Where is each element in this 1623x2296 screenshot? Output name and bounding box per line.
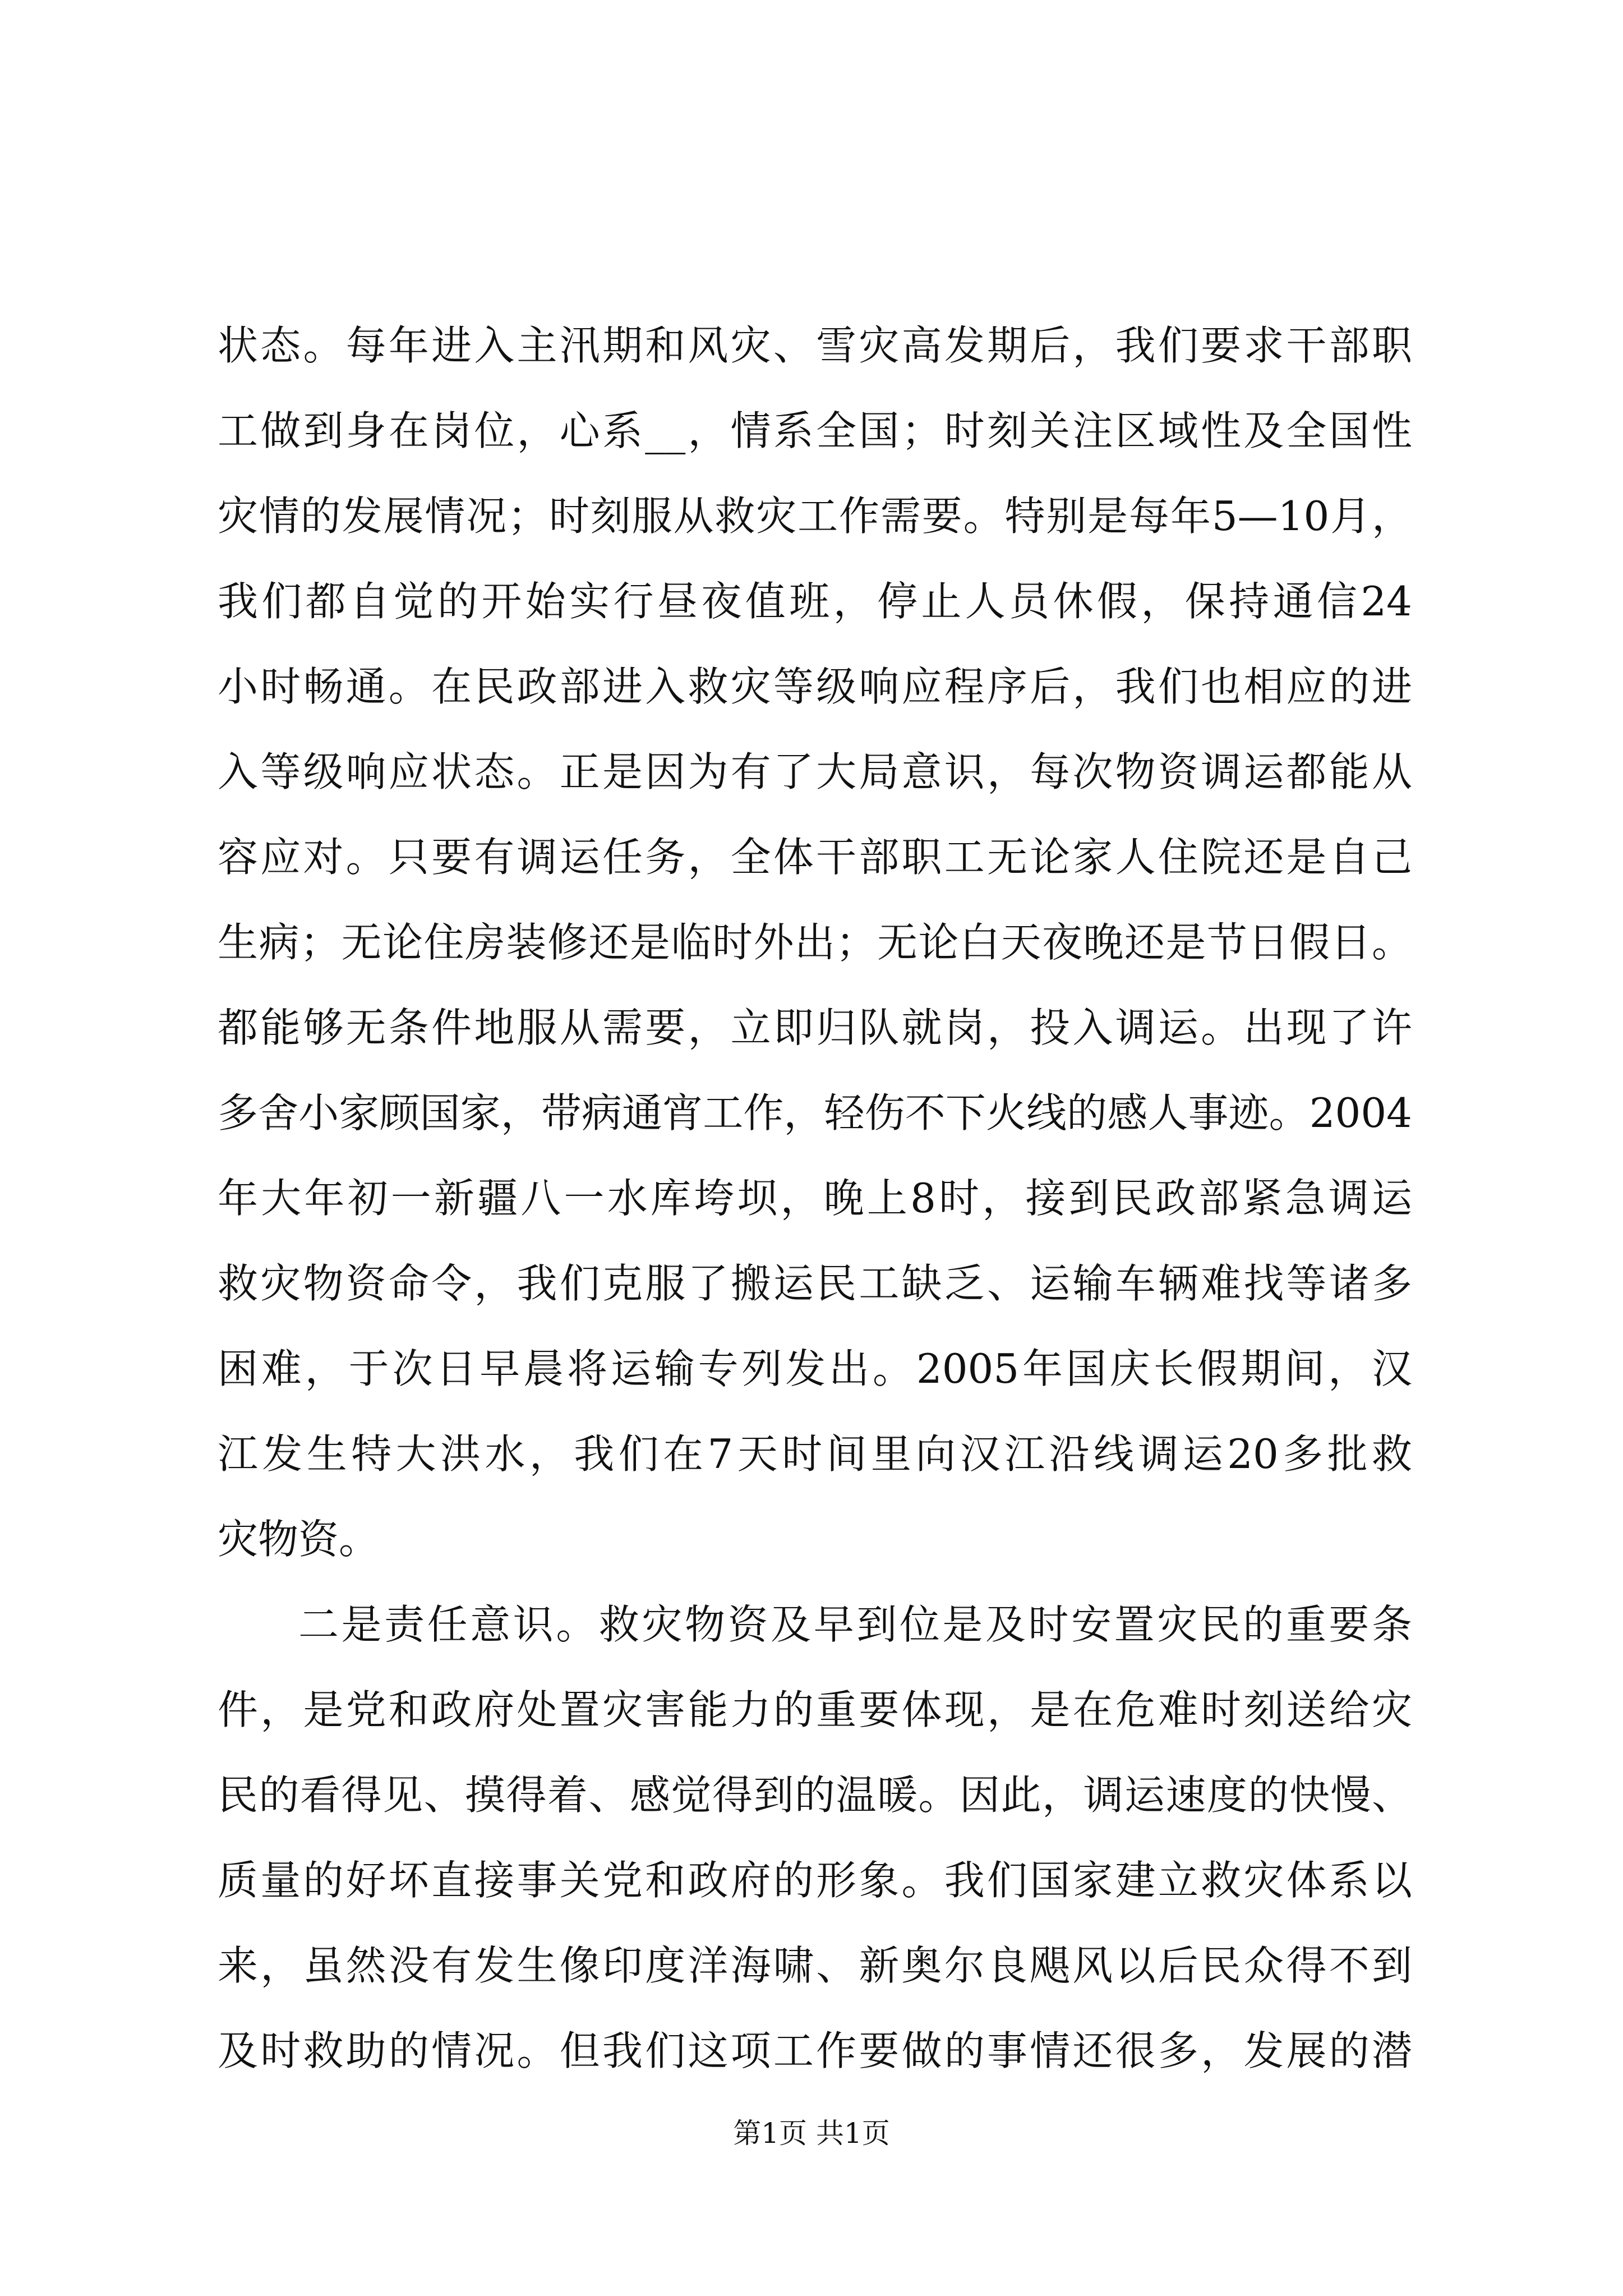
text-line: 多舍小家顾国家，带病通宵工作，轻伤不下火线的感人事迹。2004: [218, 1089, 1412, 1137]
text-line: 件，是党和政府处置灾害能力的重要体现，是在危难时刻送给灾: [218, 1686, 1412, 1733]
text-line: 困难，于次日早晨将运输专列发出。2005年国庆长假期间，汉: [218, 1345, 1412, 1392]
text-line: 年大年初一新疆八一水库垮坝，晚上8时，接到民政部紧急调运: [218, 1175, 1412, 1222]
page-footer: 第1页 共1页: [733, 2117, 890, 2150]
text-line: 民的看得见、摸得着、感觉得到的温暖。因此，调运速度的快慢、: [218, 1772, 1412, 1819]
text-line: 工做到身在岗位，心系__，情系全国；时刻关注区域性及全国性: [218, 407, 1412, 454]
text-line: 质量的好坏直接事关党和政府的形象。我们国家建立救灾体系以: [218, 1857, 1412, 1904]
text-line: 江发生特大洪水，我们在7天时间里向汉江沿线调运20多批救: [218, 1430, 1412, 1478]
text-line: 入等级响应状态。正是因为有了大局意识，每次物资调运都能从: [218, 748, 1412, 795]
document-body: [218, 303, 1412, 2093]
text-line: 灾情的发展情况；时刻服从救灾工作需要。特别是每年5—10月，: [218, 493, 1412, 540]
text-line: 救灾物资命令，我们克服了搬运民工缺乏、运输车辆难找等诸多: [218, 1260, 1412, 1307]
text-line: 小时畅通。在民政部进入救灾等级响应程序后，我们也相应的进: [218, 663, 1412, 710]
text-line: 容应对。只要有调运任务，全体干部职工无论家人住院还是自己: [218, 834, 1412, 881]
text-line: 都能够无条件地服从需要，立即归队就岗，投入调运。出现了许: [218, 1004, 1412, 1051]
text-line: 生病；无论住房装修还是临时外出；无论白天夜晚还是节日假日。: [218, 919, 1412, 966]
paragraph-first-line: 二是责任意识。救灾物资及早到位是及时安置灾民的重要条: [298, 1601, 1412, 1648]
text-line: 来，虽然没有发生像印度洋海啸、新奥尔良飓风以后民众得不到: [218, 1942, 1412, 1989]
text-line: 状态。每年进入主汛期和风灾、雪灾高发期后，我们要求干部职: [218, 322, 1412, 369]
text-line: 及时救助的情况。但我们这项工作要做的事情还很多，发展的潜: [218, 2027, 1412, 2074]
text-line: 灾物资。: [218, 1516, 380, 1563]
text-line: 我们都自觉的开始实行昼夜值班，停止人员休假，保持通信24: [218, 578, 1412, 625]
